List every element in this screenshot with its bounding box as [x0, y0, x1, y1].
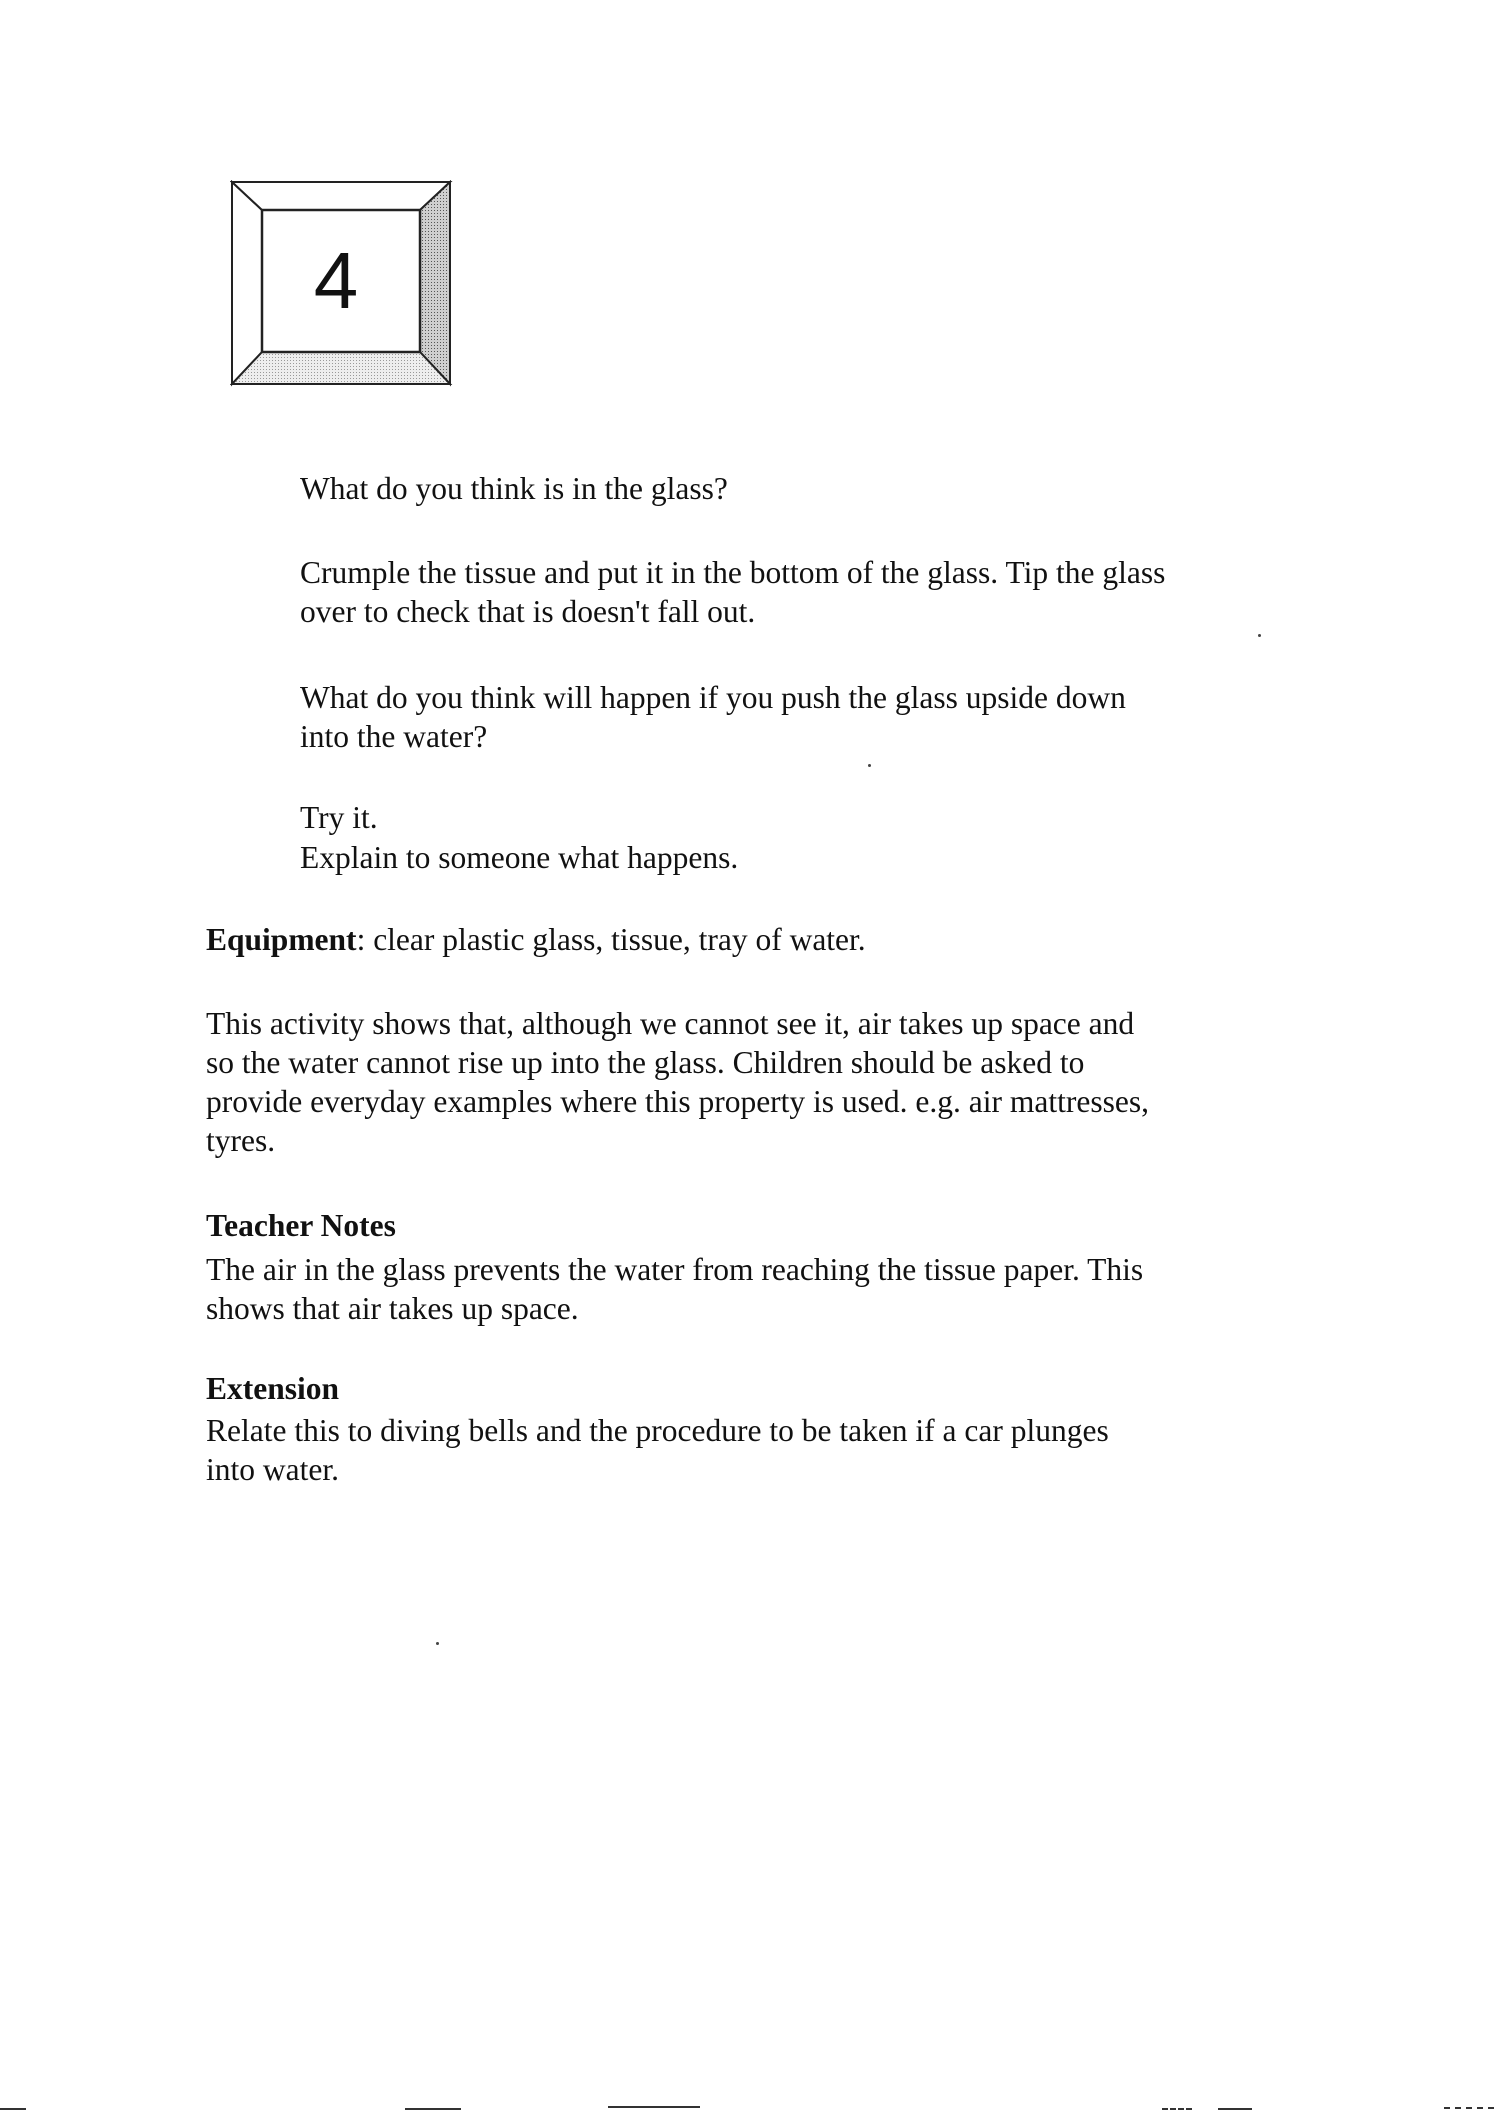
scan-edge-mark	[1162, 2108, 1192, 2110]
instruction-explain: Explain to someone what happens.	[300, 840, 739, 875]
scan-speck	[436, 1642, 439, 1645]
scan-edge-mark	[405, 2108, 461, 2110]
scan-speck	[1258, 634, 1261, 637]
equipment-label: Equipment	[206, 922, 357, 957]
instruction-crumple-tissue: Crumple the tissue and put it in the bottom of the glass. Tip the glass over to check that is doesn't fall out.	[300, 555, 1166, 629]
extension-heading: Extension	[206, 1371, 340, 1406]
equipment-line	[206, 920, 1326, 959]
scan-edge-mark	[0, 2108, 26, 2110]
equipment-list: : clear plastic glass, tissue, tray of water.	[356, 922, 866, 957]
extension-text: Relate this to diving bells and the procedure to be taken if a car plunges into water.	[206, 1413, 1109, 1487]
scan-edge-mark	[608, 2106, 700, 2108]
instruction-try-it: Try it.	[300, 800, 378, 835]
scan-speck	[868, 764, 871, 767]
scan-edge-mark	[1444, 2107, 1494, 2109]
scan-edge-mark	[1218, 2108, 1252, 2110]
teacher-notes-text: The air in the glass prevents the water from reaching the tissue paper. This shows that air takes up space.	[206, 1252, 1144, 1326]
activity-number-frame	[230, 180, 454, 388]
activity-number: 4	[313, 236, 359, 325]
question-push-glass: What do you think will happen if you push the glass upside down into the water?	[300, 680, 1126, 754]
activity-explanation: This activity shows that, although we cannot see it, air takes up space and so the water cannot rise up into the glass. Children should be asked to provide everyday examples where this property is used. e.g. air mattresses, tyres.	[206, 1006, 1149, 1158]
teacher-notes-heading: Teacher Notes	[206, 1208, 396, 1243]
question-whats-in-glass: What do you think is in the glass?	[300, 471, 728, 506]
